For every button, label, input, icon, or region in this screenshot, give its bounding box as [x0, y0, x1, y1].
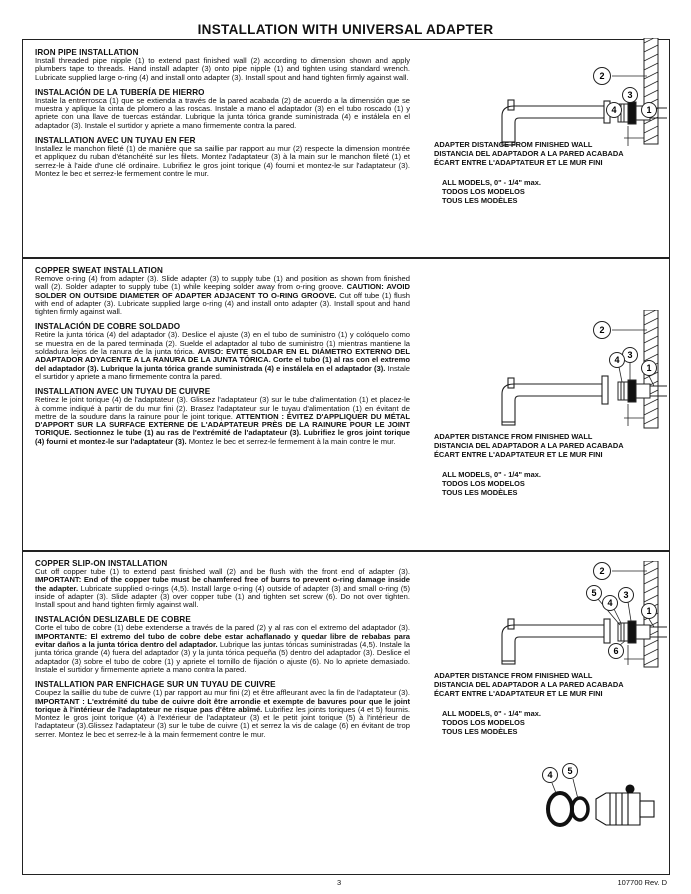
instruction-run: Corte el tubo de cobre (1) debe extenderse a través de la pared (2) y al ras con el extremo del adaptador (3).: [35, 623, 410, 633]
instruction-run: Montez le bec et serrez-le fermement à la main contre le mur.: [186, 436, 396, 446]
instruction-run: Lubrifiez les joints toriques (4 et 5) fournis. Montez le gros joint torique (4) à l'extérieur de l'adaptateur (3) et le petit joint torique (5) à l'intérieur de l'adaptateur (3).Glissez l'adaptateur (3) sur le tube de cuivre (1) et serrez la vis de calage (6) en évitant de trop serrer. Montez le bec et serrez-le à la main fermement contre le mur.: [35, 704, 410, 739]
caption-es: DISTANCIA DEL ADAPTADOR A LA PARED ACABADA: [434, 149, 624, 159]
models-fr: TOUS LES MODÈLES: [442, 196, 518, 206]
adapter-distance-caption: [434, 671, 669, 736]
caption-es: DISTANCIA DEL ADAPTADOR A LA PARED ACABADA: [434, 441, 624, 451]
instructions-column: [35, 266, 410, 452]
dimension-arrow: [624, 404, 644, 426]
page-number: 3: [337, 878, 342, 887]
instruction-text: [35, 689, 410, 739]
instruction-text: [35, 97, 410, 130]
page-title: INSTALLATION WITH UNIVERSAL ADAPTER: [197, 22, 494, 37]
instruction-text: [35, 331, 410, 381]
models-es: TODOS LOS MODELOS: [442, 717, 525, 727]
caption-fr: ÉCART ENTRE L'ADAPTATEUR ET LE MUR FINI: [434, 689, 603, 699]
callout-2: 2: [599, 71, 605, 81]
warning-text: IMPORTANT : L'extrémité du tube de cuivre doit être arrondie et exempte de bavures pour que le joint torique à l'intérieur de l'adaptateur ne risque pas d'être abîmé.: [35, 696, 410, 714]
models-en: ALL MODELS, 0" - 1/4" max.: [442, 177, 541, 187]
callout-1: 1: [646, 606, 652, 616]
tub-spout: [502, 376, 608, 425]
callout-2: 2: [599, 325, 605, 335]
iron-pipe-section: [22, 42, 670, 257]
o-ring-small: [572, 798, 588, 820]
callout-1: 1: [646, 363, 652, 373]
callout-6: 6: [613, 646, 619, 656]
o-ring-detail-diagram: [530, 763, 670, 833]
warning-text: CAUTION: AVOID SOLDER ON OUTSIDE DIAMETER OF ADAPTER ADJACENT TO O-RING GROOVE.: [35, 282, 410, 300]
finished-wall: [644, 38, 658, 144]
adapter-detail: [596, 785, 654, 825]
warning-text: AVISO: EVITE SOLDAR EN EL DIÁMETRO EXTERNO DEL ADAPTADOR ADYACENTE A LA RANURA DE LA JUNTA TÓRICA. Corte el tubo (1) al ras con el extremo del adaptador (3). Lubrique la junta tórica grande suministrada (4) e instálela en el adaptador (3).: [35, 347, 410, 373]
warning-text: IMPORTANTE: El extremo del tubo de cobre debe estar achaflanado y quedar libre de rebabas para evitar daños a la junta tórica dentro del adaptador.: [35, 631, 410, 650]
instruction-text: [35, 275, 410, 316]
models-note: [442, 470, 669, 498]
models-en: ALL MODELS, 0" - 1/4" max.: [442, 708, 541, 718]
instruction-run: Coupez la saillie du tube de cuivre (1) par rapport au mur fini (2) et être affleurant avec la fin de l'adaptateur (3).: [35, 688, 410, 698]
instructions-column: [35, 48, 410, 184]
caption-en: ADAPTER DISTANCE FROM FINISHED WALL: [434, 671, 593, 680]
tub-spout: [502, 619, 610, 664]
models-fr: TOUS LES MODÈLES: [442, 488, 518, 498]
adapter-distance-caption: [434, 140, 669, 205]
instruction-run: Cut off copper tube (1) to extend past finished wall (2) and be flush with the front end of adapter (3).: [35, 567, 410, 576]
dimension-arrow: [624, 645, 644, 665]
models-en: ALL MODELS, 0" - 1/4" max.: [442, 469, 541, 479]
instruction-run: Cut off tube (1) flush with end of adapter (3). Lubricate supplied large o-ring (4) and install onto adapter (3). Install spout and hand tighten firmly against wall.: [35, 290, 410, 317]
warning-text: ATTENTION : ÉVITEZ D'APPLIQUER DU MÉTAL D'APPORT SUR LA SURFACE EXTERNE DE L'ADAPTATEUR PRÈS DE LA RAINURE POUR LE JOINT TORIQUE. Sectionnez le tube (1) au ras de l'extrémité de l'adaptateur (3). Lubrifiez le gros joint torique (4) fourni et montez-le sur l'adaptateur (3).: [35, 411, 410, 446]
models-es: TODOS LOS MODELOS: [442, 478, 525, 488]
copper-sweat-diagram: [422, 310, 667, 430]
instruction-text: [35, 396, 410, 446]
instruction-run: Lubricate supplied o-rings (4,5). Install large o-ring (4) outside of adapter (3) and small o-ring (5) inside of adapter (3). Slide adapter (3) over copper tube (1) and tighten set screw (6). Do not over tighten. Install spout and hand tighten firmly against wall.: [35, 583, 411, 610]
instruction-heading: INSTALACIÓN DE LA TUBERÍA DE HIERRO: [35, 87, 205, 97]
caption-fr: ÉCART ENTRE L'ADAPTATEUR ET LE MUR FINI: [434, 158, 603, 168]
instruction-heading: INSTALLATION AVEC UN TUYAU EN FER: [35, 136, 196, 146]
instruction-run: Instale la entrerrosca (1) que se extienda a través de la pared acabada (2) de acuerdo a la dimensión que se muestra y aplique la cinta de plomero a las roscas. Instale a mano el adaptador (3) en el tubo roscado (1) y apriete con una llave de tuercas estándar. Lubrique la junta tórica grande suministrada (4) e instálela en el adaptador (3). Instale el surtidor y apriete a mano firmemente contra la pared.: [35, 95, 410, 130]
instruction-block: [35, 680, 410, 739]
o-ring-large: [548, 793, 572, 825]
caption-en: ADAPTER DISTANCE FROM FINISHED WALL: [434, 140, 593, 149]
instruction-run: Installez le manchon fileté (1) de manière que sa saillie par rapport au mur (2) respecte la dimension montrée et appliquez du ruban d'étanchéité sur les filets. Montez l'adaptateur (3) à la main sur le manchon fileté (1) et serrez-le à l'aide d'une clé ordinaire. Lubrifiez le gros joint torique (4) fourni et montez-le sur l'adaptateur (3). Montez le bec et serrez-le fermement contre le mur.: [35, 144, 410, 178]
caption-fr: ÉCART ENTRE L'ADAPTATEUR ET LE MUR FINI: [434, 450, 603, 460]
warning-text: IMPORTANT: End of the copper tube must be chamfered free of burrs to prevent o-ring damage inside the adapter.: [35, 575, 410, 593]
instruction-heading: IRON PIPE INSTALLATION: [35, 48, 139, 57]
caption-en: ADAPTER DISTANCE FROM FINISHED WALL: [434, 432, 593, 441]
adapter-distance-caption: [434, 432, 669, 497]
instruction-block: [35, 266, 410, 316]
caption-es: DISTANCIA DEL ADAPTADOR A LA PARED ACABADA: [434, 680, 624, 690]
detail-callout-5: 5: [567, 766, 573, 776]
instructions-column: [35, 559, 410, 745]
copper-slip-on-diagram: [422, 561, 667, 669]
instruction-heading: COPPER SLIP-ON INSTALLATION: [35, 559, 168, 568]
instruction-block: [35, 48, 410, 82]
instruction-run: Retire la junta tórica (4) del adaptador (3). Deslice el ajuste (3) en el tubo de suministro (1) y colóquelo como se muestra en de la pared terminada (2). Suelde el adaptador al tubo de suministro (1) mientras mantiene la soldadura lejos de la ranura de la junta tórica.: [35, 330, 410, 357]
models-fr: TOUS LES MODÈLES: [442, 727, 518, 737]
callout-4: 4: [611, 105, 617, 115]
callout-4: 4: [614, 355, 620, 365]
callout-3: 3: [627, 90, 633, 100]
instruction-run: Remove o-ring (4) from adapter (3). Slide adapter (3) to supply tube (1) and position as shown from finished wall (2). Solder adapter to supply tube (1) while keeping solder away from o-ring groove.: [35, 274, 410, 292]
callout-1: 1: [646, 105, 652, 115]
models-es: TODOS LOS MODELOS: [442, 186, 525, 196]
models-note: [442, 178, 669, 206]
instruction-heading: INSTALLATION PAR ENFICHAGE SUR UN TUYAU DE CUIVRE: [35, 680, 276, 690]
models-note: [442, 709, 669, 737]
iron-pipe-diagram: [422, 38, 667, 148]
instruction-block: [35, 615, 410, 674]
instruction-block: [35, 136, 410, 178]
tub-spout: [502, 100, 610, 145]
instruction-text: [35, 568, 410, 609]
detail-callout-4: 4: [547, 770, 553, 780]
callout-4: 4: [607, 598, 613, 608]
callout-3: 3: [627, 350, 633, 360]
copper-sweat-section: [22, 260, 670, 550]
section-divider: [22, 550, 670, 552]
instruction-text: [35, 145, 410, 178]
instruction-text: [35, 624, 410, 674]
instruction-run: Retirez le joint torique (4) de l'adaptateur (3). Glissez l'adaptateur (3) sur le tube d'alimentation (1) et placez-le à comme indiqué à partir de du mur fini (2). Brasez l'adaptateur sur le tuyau d'alimentation (1) en évitant de mettre de la soudure dans la rainure pour le joint torique.: [35, 395, 410, 421]
copper-slip-on-section: [22, 553, 670, 875]
instruction-heading: INSTALACIÓN DE COBRE SOLDADO: [35, 322, 181, 332]
instruction-block: [35, 88, 410, 130]
callout-3: 3: [623, 590, 629, 600]
instruction-text: [35, 57, 410, 82]
section-divider: [22, 257, 670, 259]
callout-5: 5: [591, 588, 597, 598]
instruction-heading: INSTALACIÓN DESLIZABLE DE COBRE: [35, 615, 191, 625]
instruction-run: Install threaded pipe nipple (1) to extend past finished wall (2) according to dimension shown and apply plumbers tape to threads. Hand install adapter (3) onto pipe nipple (1) and tighten using standard wrench. Lubricate supplied large o-ring (4) and install onto adapter (3). Install spout and hand tighten firmly against wall.: [35, 56, 410, 82]
instruction-block: [35, 559, 410, 609]
document-number: 107700 Rev. D: [617, 878, 667, 887]
instruction-heading: COPPER SWEAT INSTALLATION: [35, 266, 163, 275]
instruction-heading: INSTALLATION AVEC UN TUYAU DE CUIVRE: [35, 387, 211, 397]
callout-2: 2: [599, 566, 605, 576]
instruction-block: [35, 322, 410, 381]
instruction-run: Instale el surtidor y apriete a mano firmemente contra la pared.: [35, 363, 411, 381]
instruction-block: [35, 387, 410, 446]
instruction-run: Lubrique las juntas tóricas suministradas (4,5). Instale la junta tórica grande (4) fuera del adaptador (3) y la junta tórica pequeña (5) dentro del adaptador (3). Deslice el adaptador (3) sobre el tubo de cobre (1) y apriete el tornillo de fijación o ajuste (6). No lo apriete demasiado. Instale el surtidor y firmemente apriete a mano contra la pared.: [35, 640, 410, 674]
